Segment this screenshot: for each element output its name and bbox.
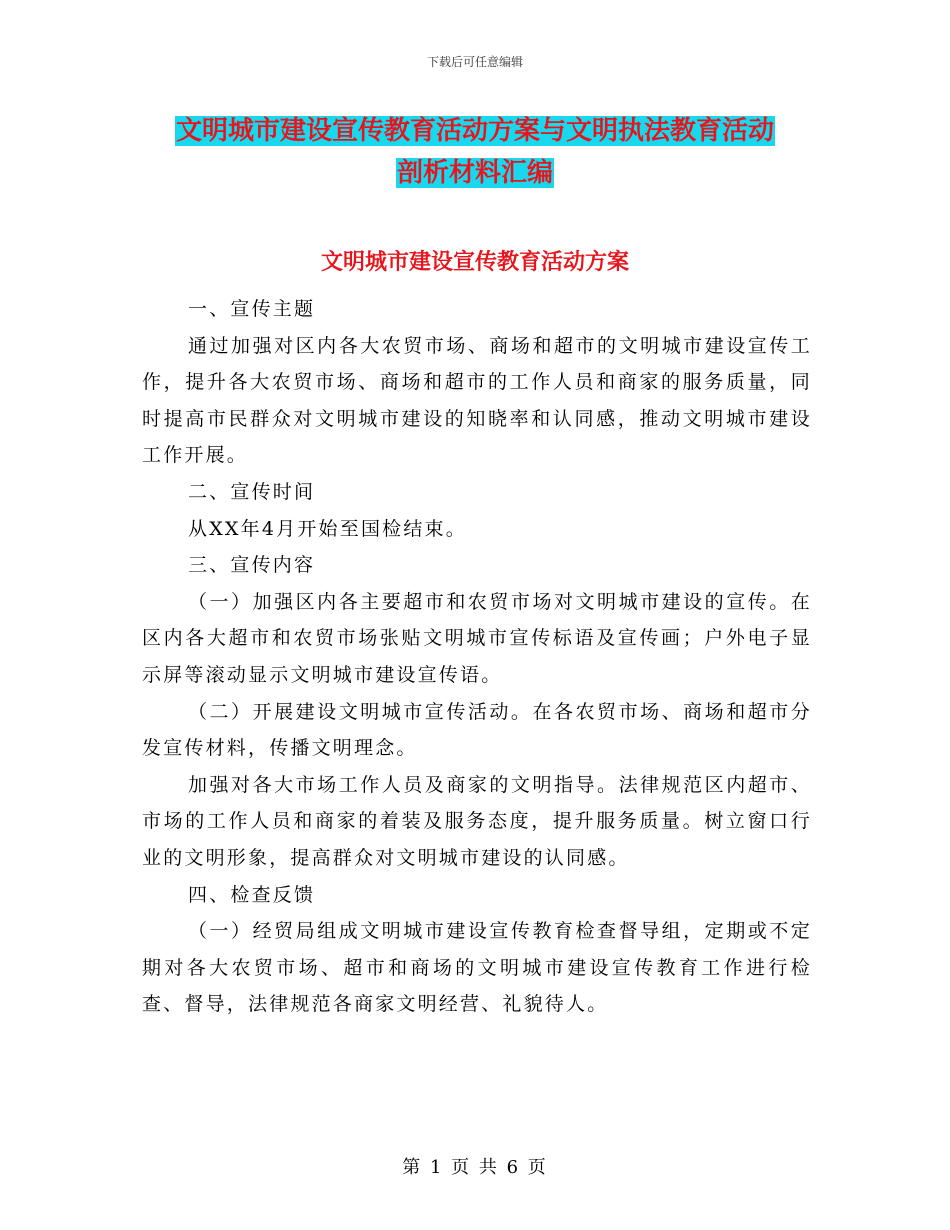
- paragraph-theme: 通过加强对区内各大农贸市场、商场和超市的文明城市建设宣传工作，提升各大农贸市场、商场和超市的工作人员和商家的服务质量，同时提高市民群众对文明城市建设的知晓率和认同感，推动文明城市建设工作开展。: [142, 334, 812, 467]
- heading-content: 三、宣传内容: [188, 554, 316, 577]
- heading-time: 二、宣传时间: [188, 480, 316, 503]
- document-body: [142, 291, 812, 1023]
- document-title-line-1: [0, 111, 950, 151]
- document-title-line-2-text: 剖析材料汇编: [396, 158, 553, 188]
- document-title-line-1-text: 文明城市建设宣传教育活动方案与文明执法教育活动: [175, 116, 774, 146]
- heading-feedback: 四、检查反馈: [188, 883, 316, 906]
- paragraph-content-1: （一）加强区内各主要超市和农贸市场对文明城市建设的宣传。在区内各大超市和农贸市场张贴文明城市宣传标语及宣传画；户外电子显示屏等滚动显示文明城市建设宣传语。: [142, 590, 812, 686]
- paragraph-feedback-1: （一）经贸局组成文明城市建设宣传教育检查督导组，定期或不定期对各大农贸市场、超市和商场的文明城市建设宣传教育工作进行检查、督导，法律规范各商家文明经营、礼貌待人。: [142, 920, 812, 1016]
- section-title: 文明城市建设宣传教育活动方案: [320, 250, 629, 275]
- paragraph-content-3: 加强对各大市场工作人员及商家的文明指导。法律规范区内超市、市场的工作人员和商家的着装及服务态度，提升服务质量。树立窗口行业的文明形象，提高群众对文明城市建设的认同感。: [142, 773, 812, 869]
- paragraph-content-2: （二）开展建设文明城市宣传活动。在各农贸市场、商场和超市分发宣传材料，传播文明理念。: [142, 700, 812, 760]
- document-title-line-2: [0, 153, 950, 193]
- page-number-footer: 第 1 页 共 6 页: [402, 1157, 548, 1178]
- paragraph-time: 从XX年4月开始至国检结束。: [188, 517, 467, 540]
- heading-theme: 一、宣传主题: [188, 298, 316, 320]
- header-note: 下载后可任意编辑: [426, 55, 523, 69]
